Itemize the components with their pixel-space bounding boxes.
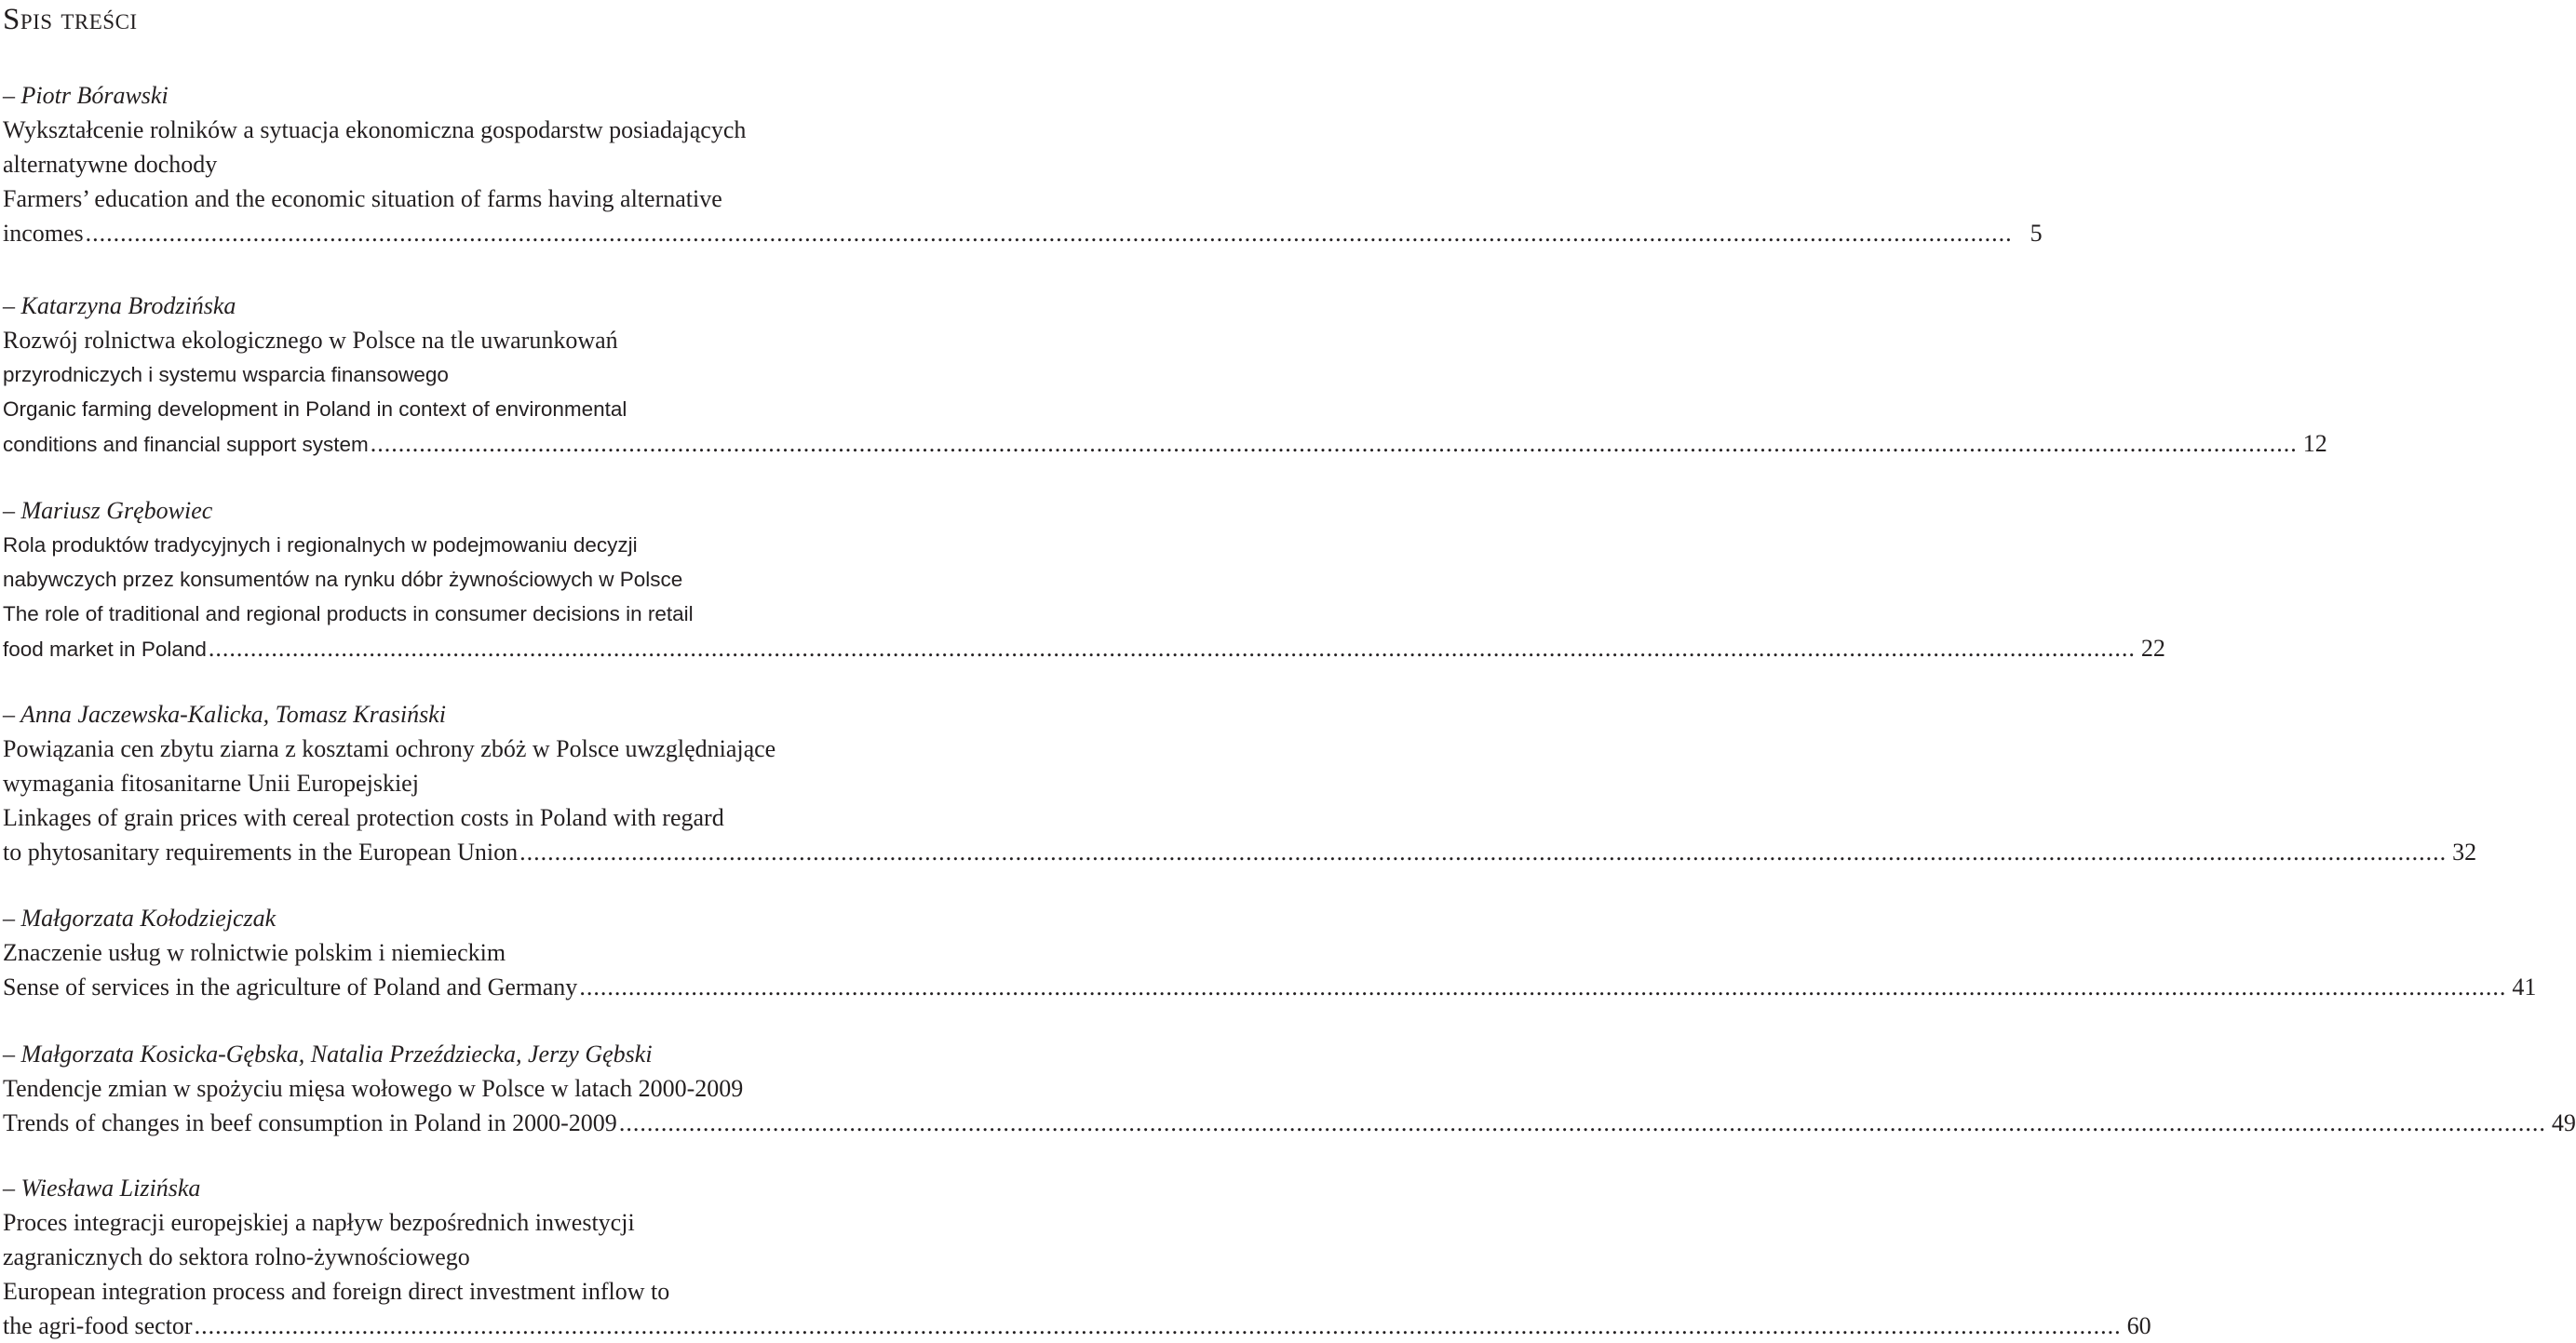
leader-dots: .................................................................................................................................................................................................................................................................................... xyxy=(579,974,2507,1001)
entry-title-line: Rozwój rolnictwa ekologicznego w Polsce na tle uwarunkowań xyxy=(3,327,618,354)
page-number: 5 xyxy=(2030,220,2043,247)
entry-title-line: przyrodniczych i systemu wsparcia finansowego xyxy=(3,363,449,386)
page-number: 32 xyxy=(2452,839,2477,866)
entry-title-line: zagranicznych do sektora rolno-żywnościowego xyxy=(3,1243,470,1270)
entry-title-line: The role of traditional and regional products in consumer decisions in retail xyxy=(3,602,694,625)
toc-entry xyxy=(3,697,2477,869)
entry-author: – Małgorzata Kołodziejczak xyxy=(3,905,276,932)
entry-title-line: Znaczenie usług w rolnictwie polskim i niemieckim xyxy=(3,939,506,966)
toc-entry xyxy=(3,1037,2576,1140)
entry-title-line: to phytosanitary requirements in the European Union xyxy=(3,839,519,866)
entry-last-line xyxy=(3,426,2327,461)
leader-dots: .................................................................................................................................................................................................................................................................................... xyxy=(519,839,2448,866)
leader-dots: .................................................................................................................................................................................................................................................................................... xyxy=(85,220,2013,247)
page-number: 60 xyxy=(2126,1312,2151,1339)
entry-title-line: Powiązania cen zbytu ziarna z kosztami ochrony zbóż w Polsce uwzględniające xyxy=(3,735,776,762)
leader-dots: .................................................................................................................................................................................................................................................................................... xyxy=(618,1109,2546,1136)
entry-author: – Piotr Bórawski xyxy=(3,82,169,109)
leader-dots: .................................................................................................................................................................................................................................................................................... xyxy=(370,430,2298,457)
entry-author: – Anna Jaczewska-Kalicka, Tomasz Krasiński xyxy=(3,701,446,728)
entry-title-line: conditions and financial support system xyxy=(3,433,369,456)
page-number: 49 xyxy=(2551,1109,2576,1136)
entry-author: – Mariusz Grębowiec xyxy=(3,497,213,524)
entry-title-line: Farmers’ education and the economic situation of farms having alternative xyxy=(3,185,722,212)
entry-title-line: incomes xyxy=(3,220,84,247)
entry-title-line: Linkages of grain prices with cereal protection costs in Poland with regard xyxy=(3,804,724,831)
entry-last-line xyxy=(3,835,2477,869)
entry-last-line xyxy=(3,970,2537,1004)
page-title: Spis treści xyxy=(3,3,138,36)
entry-last-line xyxy=(3,216,2043,250)
entry-title-line: wymagania fitosanitarne Unii Europejskiej xyxy=(3,770,419,797)
entry-title-line: nabywczych przez konsumentów na rynku dóbr żywnościowych w Polsce xyxy=(3,568,683,591)
entry-title-line: Organic farming development in Poland in context of environmental xyxy=(3,397,627,421)
page-number: 12 xyxy=(2302,430,2327,457)
page-number: 22 xyxy=(2140,635,2165,662)
entry-title-line: food market in Poland xyxy=(3,638,207,661)
entry-title-line: Trends of changes in beef consumption in Poland in 2000-2009 xyxy=(3,1109,617,1136)
entry-author: – Katarzyna Brodzińska xyxy=(3,292,236,319)
entry-last-line xyxy=(3,1309,2151,1343)
entry-title-line: alternatywne dochody xyxy=(3,151,218,178)
entry-last-line xyxy=(3,631,2165,665)
entry-title-line: Rola produktów tradycyjnych i regionalnych w podejmowaniu decyzji xyxy=(3,533,638,557)
page-number: 41 xyxy=(2512,974,2537,1001)
entry-title-line: the agri-food sector xyxy=(3,1312,193,1339)
toc-entry xyxy=(3,493,2165,665)
entry-author: – Wiesława Lizińska xyxy=(3,1175,201,1202)
entry-last-line xyxy=(3,1106,2576,1140)
entry-title-line: Tendencje zmian w spożyciu mięsa wołowego w Polsce w latach 2000-2009 xyxy=(3,1075,744,1102)
toc-entry xyxy=(3,289,2327,461)
toc-entry xyxy=(3,1171,2151,1343)
toc-entry xyxy=(3,901,2537,1004)
entry-title-line: Proces integracji europejskiej a napływ bezpośrednich inwestycji xyxy=(3,1209,635,1236)
toc-entry xyxy=(3,78,2043,250)
entry-title-line: Sense of services in the agriculture of Poland and Germany xyxy=(3,974,578,1001)
entry-title-line: European integration process and foreign direct investment inflow to xyxy=(3,1278,670,1305)
leader-dots: .................................................................................................................................................................................................................................................................................... xyxy=(194,1312,2122,1339)
leader-dots: .................................................................................................................................................................................................................................................................................... xyxy=(208,635,2136,662)
entry-title-line: Wykształcenie rolników a sytuacja ekonomiczna gospodarstw posiadających xyxy=(3,116,747,143)
entry-author: – Małgorzata Kosicka-Gębska, Natalia Przeździecka, Jerzy Gębski xyxy=(3,1041,653,1068)
